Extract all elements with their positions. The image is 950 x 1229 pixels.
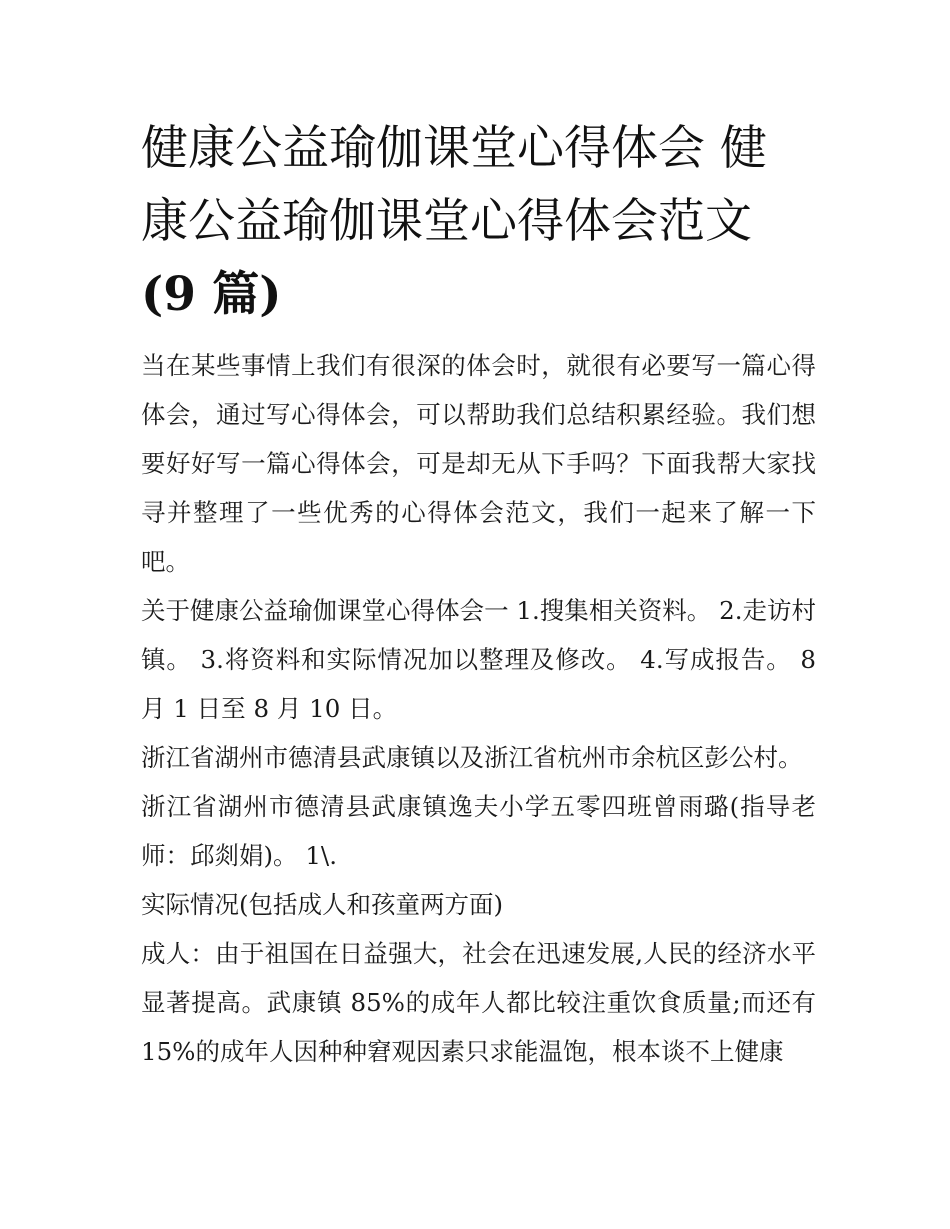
paragraph-location: 浙江省湖州市德清县武康镇以及浙江省杭州市余杭区彭公村。 [141, 743, 803, 772]
title-line-1: 健康公益瑜伽课堂心得体会 健 [141, 121, 767, 176]
paragraph-section-heading: 实际情况(包括成人和孩童两方面) [141, 890, 504, 919]
paragraph-adults: 成人：由于祖国在日益强大，社会在迅速发展,人民的经济水平显著提高。武康镇 85%的成年人都比较注重饮食质量;而还有 15%的成年人因种种窘观因素只求能温饱，根本谈不上健康 [141, 939, 816, 1066]
paragraph-intro: 当在某些事情上我们有很深的体会时，就很有必要写一篇心得体会，通过写心得体会，可以帮助我们总结积累经验。我们想要好好写一篇心得体会，可是却无从下手吗？下面我帮大家找寻并整理了一些优秀的心得体会范文，我们一起来了解一下吧。 [141, 351, 816, 576]
paragraph-author: 浙江省湖州市德清县武康镇逸夫小学五零四班曾雨璐(指导老师：邱剡娟)。 1\. [141, 792, 816, 870]
title-line-2: 康公益瑜伽课堂心得体会范文 [141, 194, 752, 249]
document-title [141, 112, 816, 331]
paragraph-steps: 关于健康公益瑜伽课堂心得体会一 1.搜集相关资料。 2.走访村镇。 3.将资料和实际情况加以整理及修改。 4.写成报告。 8 月 1 日至 8 月 10 日。 [141, 596, 816, 723]
document-page [141, 112, 816, 1076]
document-body [141, 341, 816, 1076]
title-line-3: (9 篇) [141, 267, 282, 322]
